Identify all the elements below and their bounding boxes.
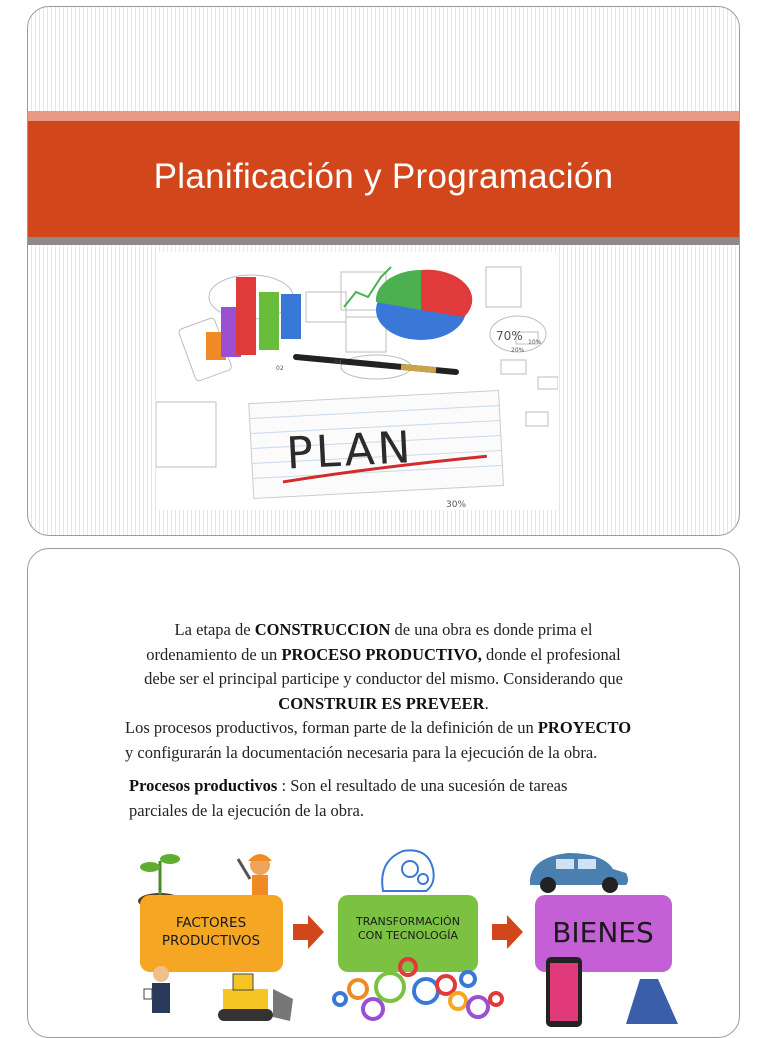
title-band-bottom-stripe bbox=[28, 237, 739, 245]
skirt-icon bbox=[626, 979, 678, 1024]
svg-text:30%: 30% bbox=[446, 500, 467, 510]
svg-text:10%: 10% bbox=[528, 339, 542, 346]
paragraph-procesos-productivos: Procesos productivos : Son el resultado de una sucesión de tareas parciales de la ejecución de la obra. bbox=[129, 776, 568, 820]
svg-text:CON TECNOLOGÍA: CON TECNOLOGÍA bbox=[358, 929, 458, 942]
slide-1 bbox=[27, 6, 740, 536]
arrow-icon bbox=[293, 915, 324, 949]
slide-2 bbox=[27, 548, 740, 1038]
svg-text:FACTORES: FACTORES bbox=[175, 915, 247, 931]
svg-text:PRODUCTIVOS: PRODUCTIVOS bbox=[161, 933, 261, 949]
car-icon bbox=[530, 853, 628, 893]
title-band-top-stripe bbox=[28, 111, 739, 121]
paragraph-proyecto: Los procesos productivos, forman parte de la definición de un PROYECTO y configurarán la documentación necesaria para la ejecución de la obra. bbox=[125, 718, 632, 762]
bulldozer-icon bbox=[218, 974, 293, 1021]
slide-title: Planificación y Programación bbox=[153, 157, 614, 196]
arrow-icon bbox=[492, 915, 523, 949]
svg-text:04: 04 bbox=[334, 359, 342, 366]
smartphone-icon bbox=[546, 957, 582, 1027]
plan-illustration bbox=[156, 252, 558, 510]
businessman-icon bbox=[144, 966, 170, 1013]
plan-word: PLAN bbox=[285, 422, 415, 480]
svg-text:TRANSFORMACIÓN: TRANSFORMACIÓN bbox=[356, 915, 460, 928]
head-gears-icon bbox=[382, 850, 434, 891]
svg-text:20%: 20% bbox=[511, 347, 525, 354]
svg-text:BIENES: BIENES bbox=[552, 916, 654, 949]
svg-text:02: 02 bbox=[276, 365, 284, 372]
paragraph-construccion: La etapa de CONSTRUCCION de una obra es donde prima el ordenamiento de un PROCESO PRODUCTIVO, donde el profesional debe ser el principal participe y conductor del mismo. Considerando que CONSTRUIR ES PREVEER. bbox=[144, 620, 623, 713]
svg-text:70%: 70% bbox=[496, 329, 523, 343]
process-diagram bbox=[28, 839, 740, 1038]
